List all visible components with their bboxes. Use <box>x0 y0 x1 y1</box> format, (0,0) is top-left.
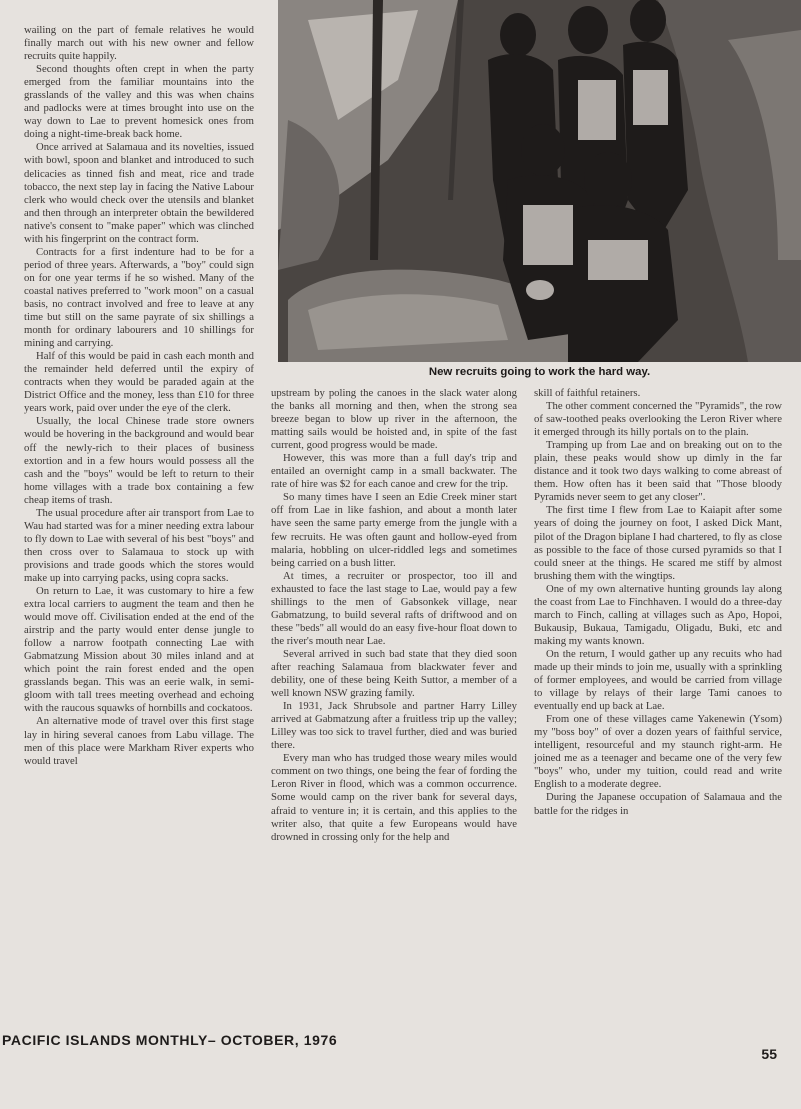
paragraph: upstream by poling the canoes in the slack water along the banks all morning and then, when the strong sea breeze began to blow up river in the afternoon, the matting sails would be hoisted and, in spite of the fast current, good progress would be made. <box>271 387 517 452</box>
paragraph: Usually, the local Chinese trade store owners would be hovering in the background and would bear off the newly-rich to their places of business extortion and in a few hours would possess all the cash and the "boys" would be left to return to their home villages with a trade box containing a few cheap items of trash. <box>24 415 254 506</box>
photo-caption: New recruits going to work the hard way. <box>278 362 801 382</box>
paragraph: An alternative mode of travel over this first stage lay in hiring several canoes from Labu village. The men of this place were Markham River experts who would travel <box>24 715 254 767</box>
paragraph: The usual procedure after air transport from Lae to Wau had started was for a miner needing extra labour to fly down to Lae with several of his best "boys" and then cross over to Salamaua to stock up with provisions and trade goods which the stores would make up into carrying packs, using copra sacks. <box>24 506 254 584</box>
recruits-photo <box>278 0 801 362</box>
paragraph: skill of faithful retainers. <box>534 387 641 399</box>
paragraph: From one of these villages came Yakenewin (Ysom) my "boss boy" of over a dozen years of faithful service, intelligent, resourceful and my staunch right-arm. He joined me as a teenager and became one of the very few "boys" who, under my tuition, could read and write English to a moderate degree. <box>534 713 782 791</box>
paragraph: The other comment concerned the "Pyramids", the row of saw-toothed peaks overlooking the Leron River where it emerged through its hilly portals on to the plain. <box>534 400 782 439</box>
paragraph: During the Japanese occupation of Salamaua and the battle for the ridges in <box>534 791 782 817</box>
text-column-right <box>534 387 782 818</box>
paragraph: At times, a recruiter or prospector, too ill and exhausted to face the last stage to Lae, would pay a few shillings to the men of Gabsonkek village, near Gabmatzung, to build several rafts of driftwood and on these "beds" all would do an easy five-hour float down to the river's mouth near Lae. <box>271 569 517 647</box>
paragraph: On the return, I would gather up any recuits who had made up their minds to join me, usually with a sprinkling of former employees, and would be carried from village to village by relays of their large Tami canoes to eventually end up back at Lae. <box>534 647 782 713</box>
paragraph: The first time I flew from Lae to Kaiapit after some years of doing the journey on foot, I asked Dick Mant, pilot of the Dragon biplane I had chartered, to fly as close as possible to the face of those cursed pyramids so that I could sneer at the things. He scared me stiff by almost brushing them with the wingtips. <box>534 504 782 582</box>
paragraph: Once arrived at Salamaua and its novelties, issued with bowl, spoon and blanket and introduced to such delicacies as tinned fish and meat, rice and trade tobacco, the next step lay in facing the Native Labour clerk who would check over the utensils and blanket and then through an interpreter obtain the bewildered native's consent to "make paper" which was clinched with his fingerprint on the contract form. <box>24 141 254 245</box>
page-footer <box>0 1032 801 1062</box>
paragraph: On return to Lae, it was customary to hire a few extra local carriers to augment the team and then he would move off. Civilisation ended at the end of the airstrip and the party would enter dense jungle to follow a narrow footpath connecting Lae with Gabmatzung Mission about 30 miles inland and at which point the rain forest ended and the open grasslands began. This was an eerie walk, in semi-gloom with tall trees meeting overhead and echoing with the raucous squawks of hornbills and cockatoos. <box>24 585 254 715</box>
paragraph: Half of this would be paid in cash each month and the remainder held deferred until the expiry of contracts when they would be paraded again at the District Office and the money, less than £10 for three years work, paid over under the eye of the clerk. <box>24 350 254 415</box>
paragraph: wailing on the part of female relatives he would finally march out with his new owner and fellow recruits quite happily. <box>24 24 254 63</box>
paragraph: Every man who has trudged those weary miles would comment on two things, one being the fear of fording the Leron River in flood, which was a common occurrence. Some would camp on the river bank for several days, afraid to venture in; it is certain, and this applies to the writer also, that quite a few Europeans would have drowned in crossing only for the help and <box>271 752 517 843</box>
paragraph: Tramping up from Lae and on breaking out on to the plain, these peaks would show up dimly in the far distance and it took two days walking to come abreast of them. How often has it been said that "Those bloody Pyramids never seem to get any closer". <box>534 439 782 504</box>
paragraph: So many times have I seen an Edie Creek miner start off from Lae in like fashion, and about a month later have seen the same party emerge from the jungle with a few recruits. He was often gaunt and hollow-eyed from malaria, hobbling on ulcer-riddled legs and sometimes being carried on a bush litter. <box>271 491 517 569</box>
paragraph: Several arrived in such bad state that they died soon after reaching Salamaua from blackwater fever and debility, one of these being Keith Suttor, a member of a well known NSW grazing family. <box>271 647 517 700</box>
page-number: 55 <box>761 1046 777 1062</box>
text-column-middle <box>271 387 517 844</box>
publication-title: PACIFIC ISLANDS MONTHLY– OCTOBER, 1976 <box>2 1032 338 1048</box>
paragraph: However, this was more than a full day's trip and entailed an overnight camp in a small backwater. The rate of hire was $2 for each canoe and crew for the trip. <box>271 452 517 491</box>
text-column-left <box>24 24 254 768</box>
paragraph: One of my own alternative hunting grounds lay along the coast from Lae to Finchhaven. I would do a three-day march to Finch, calling at villages such as Apo, Hopoi, Bukausip, Bukaua, Tamigadu, Oligadu, Buki, etc and making my wants known. <box>534 582 782 647</box>
paragraph: Contracts for a first indenture had to be for a period of three years. Afterwards, a "boy" could sign on for one year terms if he so wished. Many of the coastal natives preferred to "work moon" on a casual basis, no contract involved and free to leave at any time but still on the same payrate of six shillings a month for ordinary labourers and 10 shillings for mining and carrying. <box>24 245 254 350</box>
paragraph: Second thoughts often crept in when the party emerged from the familiar mountains into the grasslands of the valley and this was when chains and padlocks were at times brought into use on the way down to Lae to prevent homesick ones from doing a night-time-break back home. <box>24 63 254 141</box>
recruits-photo-illustration <box>278 0 801 362</box>
paragraph: In 1931, Jack Shrubsole and partner Harry Lilley arrived at Gabmatzung after a fruitless trip up the valley; Lilley was too sick to travel further, died and was buried there. <box>271 700 517 752</box>
